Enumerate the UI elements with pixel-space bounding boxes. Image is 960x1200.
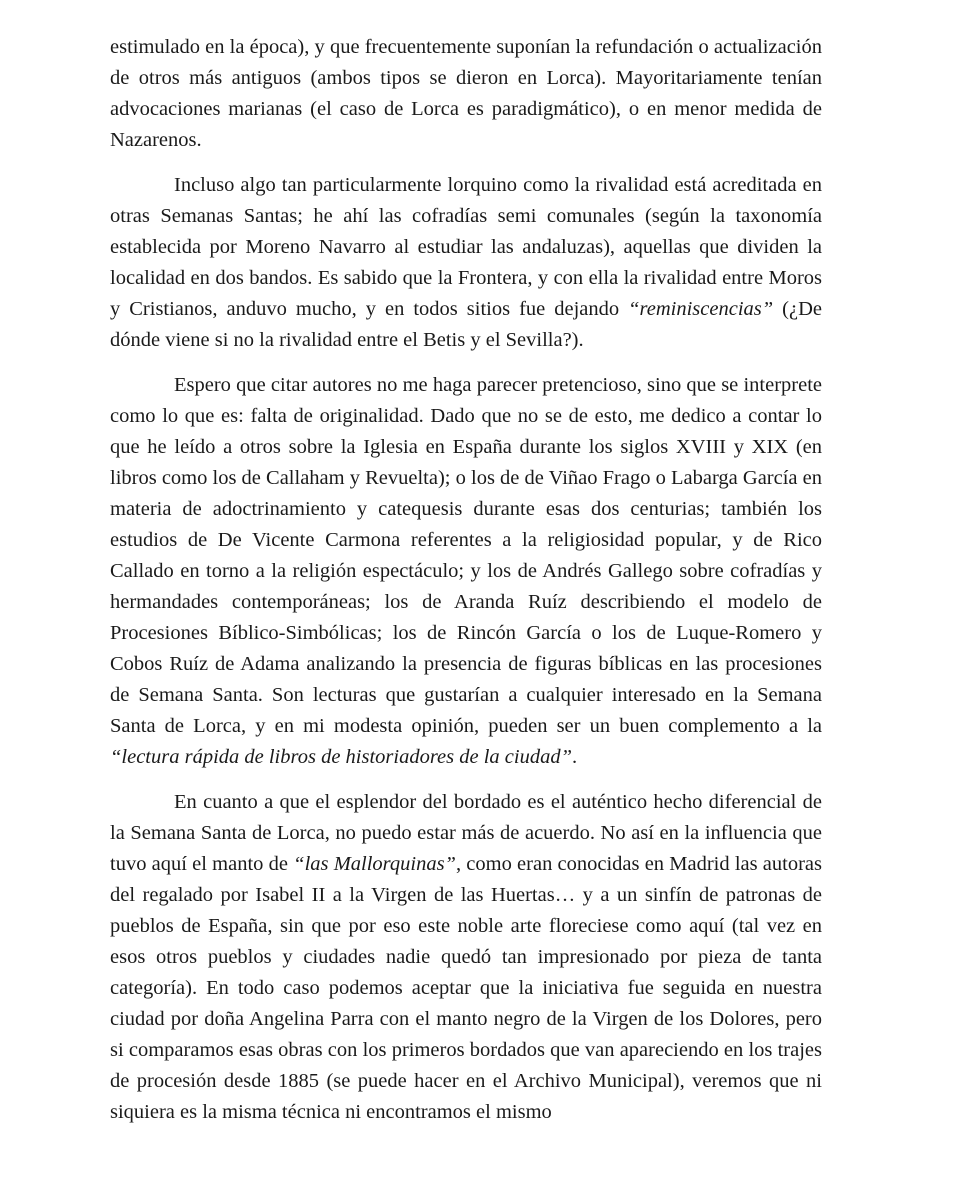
text-run: . <box>572 746 578 768</box>
italic-quote: “lectura rápida de libros de historiadores de la ciudad” <box>110 746 573 768</box>
paragraph-1 <box>110 32 822 156</box>
text-run: estimulado en la época), y que frecuentemente suponían la refundación o actualización de otros más antiguos (ambos tipos se dieron en Lorca). Mayoritariamente tenían advocaciones marianas (el caso de Lorca es paradigmático), o en menor medida de Nazarenos. <box>110 36 822 151</box>
text-run: (¿De dónde viene si no la rivalidad entre el Betis y el Sevilla?). <box>110 298 822 351</box>
paragraph-2 <box>110 170 822 356</box>
italic-quote: “las Mallorquinas” <box>293 853 456 875</box>
paragraph-4 <box>110 787 822 1128</box>
text-run: , como eran conocidas en Madrid las autoras del regalado por Isabel II a la Virgen de las Huertas… y a un sinfín de patronas de pueblos de España, sin que por eso este noble arte floreciese como aquí (tal vez en esos otros pueblos y ciudades nadie quedó tan impresionado por pieza de tanta categoría). En todo caso podemos aceptar que la iniciativa fue seguida en nuestra ciudad por doña Angelina Parra con el manto negro de la Virgen de los Dolores, pero si comparamos esas obras con los primeros bordados que van apareciendo en los trajes de procesión desde 1885 (se puede hacer en el Archivo Municipal), veremos que ni siquiera es la misma técnica ni encontramos el mismo <box>110 853 822 1123</box>
italic-quote: “reminiscencias” <box>628 298 774 320</box>
text-run: Incluso algo tan particularmente lorquino como la rivalidad está acreditada en otras Semanas Santas; he ahí las cofradías semi comunales (según la taxonomía establecida por Moreno Navarro al estudiar las andaluzas), aquellas que dividen la localidad en dos bandos. Es sabido que la Frontera, y con ella la rivalidad entre Moros y Cristianos, anduvo mucho, y en todos sitios fue dejando <box>110 174 822 320</box>
text-run: Espero que citar autores no me haga parecer pretencioso, sino que se interprete como lo que es: falta de originalidad. Dado que no se de esto, me dedico a contar lo que he leído a otros sobre la Iglesia en España durante los siglos XVIII y XIX (en libros como los de Callaham y Revuelta); o los de de Viñao Frago o Labarga García en materia de adoctrinamiento y catequesis durante esas dos centurias; también los estudios de De Vicente Carmona referentes a la religiosidad popular, y de Rico Callado en torno a la religión espectáculo; y los de Andrés Gallego sobre cofradías y hermandades contemporáneas; los de Aranda Ruíz describiendo el modelo de Procesiones Bíblico-Simbólicas; los de Rincón García o los de Luque-Romero y Cobos Ruíz de Adama analizando la presencia de figuras bíblicas en las procesiones de Semana Santa. Son lecturas que gustarían a cualquier interesado en la Semana Santa de Lorca, y en mi modesta opinión, pueden ser un buen complemento a la <box>110 374 822 737</box>
paragraph-3 <box>110 370 822 773</box>
text-run: En cuanto a que el esplendor del bordado es el auténtico hecho diferencial de la Semana Santa de Lorca, no puedo estar más de acuerdo. No así en la influencia que tuvo aquí el manto de <box>110 791 822 875</box>
document-page <box>110 32 822 1142</box>
